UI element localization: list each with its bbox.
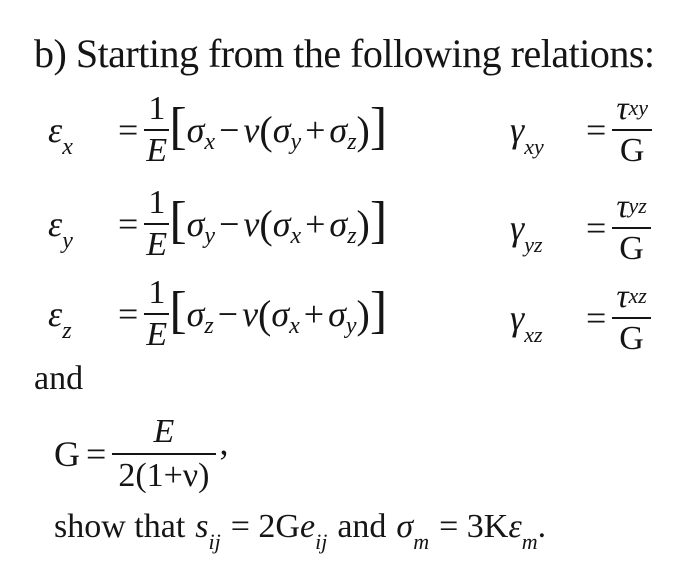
- one-over-e-fraction: $\frac{1}{E}$: [144, 92, 169, 168]
- strain-y-lhs: ε y: [48, 204, 73, 254]
- strain-z-equation: ε z = $\frac{1}{E}$ [ σ z − ν ( σ x + σ y ) ]: [48, 274, 388, 353]
- shear-modulus-equation: G = $\frac{E}{2(1+\nu)}$ ,: [54, 413, 229, 494]
- show-that-statement: show that s ij = 2G e ij and σ m = 3K ε m .: [54, 508, 547, 554]
- tau-over-g-fraction: $\frac{\text{τxz}}{G}$: [612, 280, 651, 356]
- problem-heading: b) Starting from the following relations:: [34, 31, 655, 76]
- and-label: and: [34, 360, 84, 397]
- tau-over-g-fraction: $\frac{\text{τyz}}{G}$: [612, 190, 651, 266]
- one-over-e-fraction: $\frac{1}{E}$: [144, 186, 169, 262]
- strain-z-lhs: ε z: [48, 294, 72, 344]
- strain-x-equation: ε x = $\frac{1}{E}$ [ σ x − ν ( σ y + σ z ) ]: [48, 90, 388, 169]
- e-over-2-1-plus-nu-fraction: $\frac{E}{2(1+\nu)}$: [112, 415, 215, 493]
- tau-over-g-fraction: $\frac{\text{τxy}}{G}$: [612, 92, 652, 168]
- shear-xz-equation: γ xz = $\frac{\text{τxz}}{G}$: [510, 280, 651, 356]
- strain-x-lhs: ε x: [48, 110, 73, 160]
- strain-y-equation: ε y = $\frac{1}{E}$ [ σ y − ν ( σ x + σ z ) ]: [48, 184, 388, 263]
- one-over-e-fraction: $\frac{1}{E}$: [144, 276, 169, 352]
- shear-xy-equation: γ xy = $\frac{\text{τxy}}{G}$: [510, 92, 652, 168]
- shear-yz-equation: γ yz = $\frac{\text{τyz}}{G}$: [510, 190, 651, 266]
